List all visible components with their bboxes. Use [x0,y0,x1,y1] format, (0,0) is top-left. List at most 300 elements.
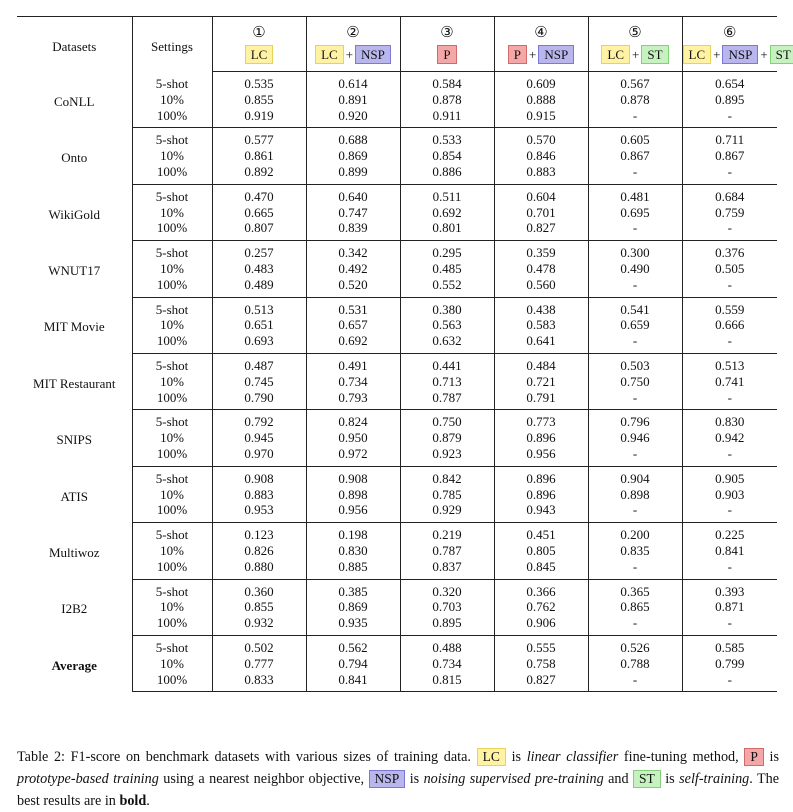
method-5-tags [588,42,682,72]
caption-text: using a nearest neighbor objective, [163,771,365,788]
score-cell: 0.605 [588,128,682,148]
score-cell: - [588,559,682,579]
caption-text: is [409,771,420,788]
setting-cell: 100% [132,672,212,692]
score-cell: 0.972 [306,446,400,466]
score-cell: 0.380 [400,297,494,317]
score-cell: - [682,164,777,184]
table-row [17,410,777,430]
score-cell: 0.684 [682,184,777,204]
score-cell: - [682,672,777,692]
dataset-name: SNIPS [56,432,92,448]
score-cell: 0.792 [212,410,306,430]
score-cell: 0.577 [212,128,306,148]
score-cell: 0.895 [400,615,494,635]
score-cell: 0.657 [306,317,400,333]
score-cell: 0.945 [212,430,306,446]
results-table [17,16,791,692]
dataset-group [17,128,777,184]
score-cell: 0.854 [400,148,494,164]
score-cell: - [682,277,777,297]
score-cell: - [682,615,777,635]
score-cell: - [588,502,682,522]
score-cell: 0.855 [212,92,306,108]
setting-cell: 100% [132,108,212,128]
score-cell: 0.513 [682,353,777,373]
score-cell: 0.855 [212,599,306,615]
score-cell: 0.604 [494,184,588,204]
dataset-group [17,579,777,635]
score-cell: 0.793 [306,390,400,410]
setting-cell: 5-shot [132,523,212,543]
method-3-tags [400,42,494,72]
score-cell: 0.799 [682,656,777,672]
score-cell: 0.837 [400,559,494,579]
dataset-name: I2B2 [61,601,88,617]
caption-text: and [608,771,629,788]
setting-cell: 5-shot [132,184,212,204]
score-cell: - [682,390,777,410]
score-cell: 0.896 [494,487,588,503]
setting-cell: 10% [132,148,212,164]
score-cell: 0.835 [588,543,682,559]
score-cell: 0.703 [400,599,494,615]
setting-cell: 10% [132,430,212,446]
table-row [17,297,777,317]
caption-term: prototype-based training [17,771,159,788]
score-cell: 0.320 [400,579,494,599]
score-cell: 0.935 [306,615,400,635]
method-1-tags [212,42,306,72]
score-cell: 0.915 [494,108,588,128]
score-cell: 0.376 [682,241,777,261]
setting-cell: 5-shot [132,297,212,317]
score-cell: - [588,615,682,635]
score-cell: 0.359 [494,241,588,261]
dataset-name: MIT Restaurant [33,375,116,391]
score-cell: 0.225 [682,523,777,543]
score-cell: 0.970 [212,446,306,466]
score-cell: 0.492 [306,261,400,277]
score-cell: 0.366 [494,579,588,599]
caption-text: Table 2: F1-score on benchmark datasets with various sizes of training data. [17,749,471,766]
score-cell: - [682,502,777,522]
score-cell: 0.896 [494,466,588,486]
score-cell: 0.826 [212,543,306,559]
caption-text: . The best results are in [17,771,780,810]
tag-nsp: NSP [538,45,574,64]
tag-st: ST [770,45,793,64]
setting-cell: 10% [132,205,212,221]
score-cell: 0.911 [400,108,494,128]
score-cell: - [682,446,777,466]
score-cell: 0.665 [212,205,306,221]
dataset-group [17,410,777,466]
score-cell: 0.481 [588,184,682,204]
score-cell: 0.791 [494,390,588,410]
score-cell: 0.563 [400,317,494,333]
score-cell: 0.841 [682,543,777,559]
score-cell: 0.533 [400,128,494,148]
setting-cell: 10% [132,317,212,333]
score-cell: 0.535 [212,72,306,92]
score-cell: 0.503 [588,353,682,373]
dataset-name: ATIS [60,488,88,504]
setting-cell: 5-shot [132,579,212,599]
score-cell: 0.531 [306,297,400,317]
score-cell: 0.585 [682,635,777,655]
score-cell: 0.908 [212,466,306,486]
tag-st: ST [633,770,661,788]
score-cell: 0.511 [400,184,494,204]
score-cell: 0.871 [682,599,777,615]
score-cell: 0.559 [682,297,777,317]
setting-cell: 100% [132,615,212,635]
setting-cell: 5-shot [132,410,212,430]
score-cell: - [588,164,682,184]
score-cell: 0.562 [306,635,400,655]
dataset-name: Multiwoz [48,544,100,560]
score-cell: 0.488 [400,635,494,655]
plus-sign: + [713,46,721,62]
datasets-column-header: Datasets [17,17,132,72]
method-6-tags [682,42,791,72]
score-cell: 0.883 [494,164,588,184]
score-cell: - [588,446,682,466]
setting-cell: 100% [132,390,212,410]
score-cell: 0.734 [400,656,494,672]
caption-text: . [146,793,150,810]
average-label: Average [51,657,97,673]
score-cell: - [682,559,777,579]
score-cell: 0.842 [400,466,494,486]
setting-cell: 5-shot [132,353,212,373]
score-cell: 0.905 [682,466,777,486]
score-cell: 0.470 [212,184,306,204]
score-cell: 0.478 [494,261,588,277]
score-cell: 0.867 [588,148,682,164]
score-cell: 0.632 [400,333,494,353]
score-cell: 0.903 [682,487,777,503]
table-row [17,353,777,373]
setting-cell: 10% [132,599,212,615]
score-cell: 0.794 [306,656,400,672]
score-cell: 0.785 [400,487,494,503]
tag-lc: LC [315,45,344,64]
method-6-number: ⑥ [682,17,777,43]
score-cell: 0.560 [494,277,588,297]
score-cell: - [682,333,777,353]
score-cell: 0.839 [306,220,400,240]
score-cell: 0.801 [400,220,494,240]
score-cell: 0.734 [306,374,400,390]
score-cell: 0.257 [212,241,306,261]
score-cell: 0.640 [306,184,400,204]
tag-p: P [508,45,527,64]
score-cell: 0.393 [682,579,777,599]
dataset-group [17,72,777,128]
table-row [17,635,777,655]
score-cell: 0.788 [588,656,682,672]
table-row [17,241,777,261]
score-cell: 0.491 [306,353,400,373]
score-cell: 0.824 [306,410,400,430]
score-cell: - [682,220,777,240]
score-cell: 0.750 [400,410,494,430]
score-cell: 0.895 [682,92,777,108]
method-2-number: ② [306,17,400,43]
score-cell: 0.552 [400,277,494,297]
score-cell: 0.721 [494,374,588,390]
table-row [17,523,777,543]
score-cell: 0.741 [682,374,777,390]
dataset-name: Onto [61,150,88,166]
average-group [17,635,777,691]
score-cell: 0.787 [400,543,494,559]
score-cell: 0.693 [212,333,306,353]
dataset-name: WNUT17 [48,262,101,278]
caption-text: is [665,771,675,788]
setting-cell: 10% [132,374,212,390]
score-cell: 0.885 [306,559,400,579]
setting-cell: 10% [132,543,212,559]
setting-cell: 10% [132,92,212,108]
score-cell: 0.830 [306,543,400,559]
score-cell: 0.898 [588,487,682,503]
score-cell: 0.899 [306,164,400,184]
score-cell: 0.695 [588,205,682,221]
score-cell: 0.505 [682,261,777,277]
score-cell: 0.841 [306,672,400,692]
score-cell: 0.865 [588,599,682,615]
score-cell: 0.489 [212,277,306,297]
score-cell: 0.583 [494,317,588,333]
score-cell: 0.929 [400,502,494,522]
score-cell: 0.867 [682,148,777,164]
dataset-group [17,184,777,240]
score-cell: 0.773 [494,410,588,430]
caption-bold-word: bold [119,793,147,810]
dataset-group [17,241,777,297]
score-cell: 0.198 [306,523,400,543]
score-cell: 0.878 [588,92,682,108]
score-cell: 0.360 [212,579,306,599]
score-cell: 0.932 [212,615,306,635]
score-cell: 0.745 [212,374,306,390]
score-cell: 0.438 [494,297,588,317]
table-row [17,128,777,148]
method-1-number: ① [212,17,306,43]
setting-cell: 5-shot [132,72,212,92]
tag-lc: LC [683,45,712,64]
score-cell: 0.342 [306,241,400,261]
score-cell: 0.790 [212,390,306,410]
score-cell: 0.441 [400,353,494,373]
caption-text: is [769,749,779,766]
score-cell: 0.942 [682,430,777,446]
table-row [17,184,777,204]
setting-cell: 100% [132,446,212,466]
score-cell: 0.483 [212,261,306,277]
tag-lc: LC [601,45,630,64]
score-cell: 0.886 [400,164,494,184]
score-cell: 0.659 [588,317,682,333]
score-cell: 0.758 [494,656,588,672]
tag-nsp: NSP [722,45,758,64]
score-cell: 0.485 [400,261,494,277]
score-cell: 0.830 [682,410,777,430]
score-cell: - [588,333,682,353]
method-2-tags [306,42,400,72]
score-cell: 0.946 [588,430,682,446]
score-cell: 0.883 [212,487,306,503]
score-cell: - [588,108,682,128]
score-cell: 0.641 [494,333,588,353]
score-cell: 0.906 [494,615,588,635]
score-cell: 0.651 [212,317,306,333]
score-cell: 0.490 [588,261,682,277]
setting-cell: 100% [132,502,212,522]
plus-sign: + [345,46,354,62]
setting-cell: 5-shot [132,635,212,655]
score-cell: 0.713 [400,374,494,390]
score-cell: 0.487 [212,353,306,373]
score-cell: 0.943 [494,502,588,522]
score-cell: 0.888 [494,92,588,108]
score-cell: 0.365 [588,579,682,599]
dataset-group [17,353,777,409]
table-row [17,579,777,599]
score-cell: 0.300 [588,241,682,261]
tag-p: P [744,748,764,766]
caption-text: fine-tuning method, [623,749,739,766]
setting-cell: 10% [132,261,212,277]
score-cell: 0.614 [306,72,400,92]
score-cell: 0.520 [306,277,400,297]
score-cell: 0.950 [306,430,400,446]
score-cell: 0.584 [400,72,494,92]
dataset-group [17,297,777,353]
tag-st: ST [641,45,668,64]
score-cell: - [682,108,777,128]
tag-p: P [437,45,456,64]
score-cell: 0.919 [212,108,306,128]
dataset-name: WikiGold [48,206,100,222]
plus-sign: + [529,46,537,62]
score-cell: - [588,672,682,692]
score-cell: 0.923 [400,446,494,466]
score-cell: 0.385 [306,579,400,599]
caption-term: self-training [679,771,750,788]
score-cell: 0.567 [588,72,682,92]
score-cell: 0.609 [494,72,588,92]
score-cell: 0.879 [400,430,494,446]
score-cell: 0.869 [306,599,400,615]
plus-sign: + [632,46,640,62]
method-4-tags [494,42,588,72]
setting-cell: 100% [132,220,212,240]
score-cell: 0.892 [212,164,306,184]
score-cell: 0.762 [494,599,588,615]
score-cell: 0.845 [494,559,588,579]
dataset-group [17,523,777,579]
score-cell: 0.796 [588,410,682,430]
score-cell: 0.846 [494,148,588,164]
score-cell: - [588,277,682,297]
caption-term: linear classifier [526,749,619,766]
table-row [17,72,777,92]
score-cell: 0.747 [306,205,400,221]
setting-cell: 100% [132,559,212,579]
method-3-number: ③ [400,17,494,43]
score-cell: 0.956 [306,502,400,522]
score-cell: 0.908 [306,466,400,486]
score-cell: 0.513 [212,297,306,317]
score-cell: 0.759 [682,205,777,221]
dataset-name: MIT Movie [43,319,105,335]
score-cell: 0.898 [306,487,400,503]
score-cell: 0.711 [682,128,777,148]
score-cell: 0.777 [212,656,306,672]
setting-cell: 5-shot [132,466,212,486]
score-cell: 0.692 [400,205,494,221]
score-cell: 0.688 [306,128,400,148]
score-cell: 0.451 [494,523,588,543]
score-cell: 0.750 [588,374,682,390]
score-cell: 0.666 [682,317,777,333]
score-cell: 0.570 [494,128,588,148]
score-cell: 0.896 [494,430,588,446]
setting-cell: 100% [132,333,212,353]
score-cell: 0.219 [400,523,494,543]
caption-term: noising supervised pre-training [423,771,604,788]
setting-cell: 100% [132,164,212,184]
table-row [17,466,777,486]
setting-cell: 10% [132,656,212,672]
score-cell: 0.787 [400,390,494,410]
tag-nsp: NSP [355,45,391,64]
score-cell: 0.692 [306,333,400,353]
score-cell: 0.953 [212,502,306,522]
score-cell: 0.654 [682,72,777,92]
setting-cell: 10% [132,487,212,503]
table-caption [17,746,779,812]
tag-lc: LC [477,748,506,766]
score-cell: 0.200 [588,523,682,543]
score-cell: 0.295 [400,241,494,261]
score-cell: - [588,220,682,240]
caption-text: is [511,749,522,766]
score-cell: 0.904 [588,466,682,486]
score-cell: 0.878 [400,92,494,108]
score-cell: 0.869 [306,148,400,164]
settings-column-header: Settings [132,17,212,72]
score-cell: 0.701 [494,205,588,221]
setting-cell: 5-shot [132,241,212,261]
setting-cell: 5-shot [132,128,212,148]
score-cell: 0.956 [494,446,588,466]
method-5-number: ⑤ [588,17,682,43]
score-cell: 0.526 [588,635,682,655]
score-cell: 0.861 [212,148,306,164]
score-cell: 0.815 [400,672,494,692]
score-cell: - [588,390,682,410]
tag-lc: LC [245,45,274,64]
score-cell: 0.805 [494,543,588,559]
score-cell: 0.541 [588,297,682,317]
method-4-number: ④ [494,17,588,43]
dataset-group [17,466,777,522]
